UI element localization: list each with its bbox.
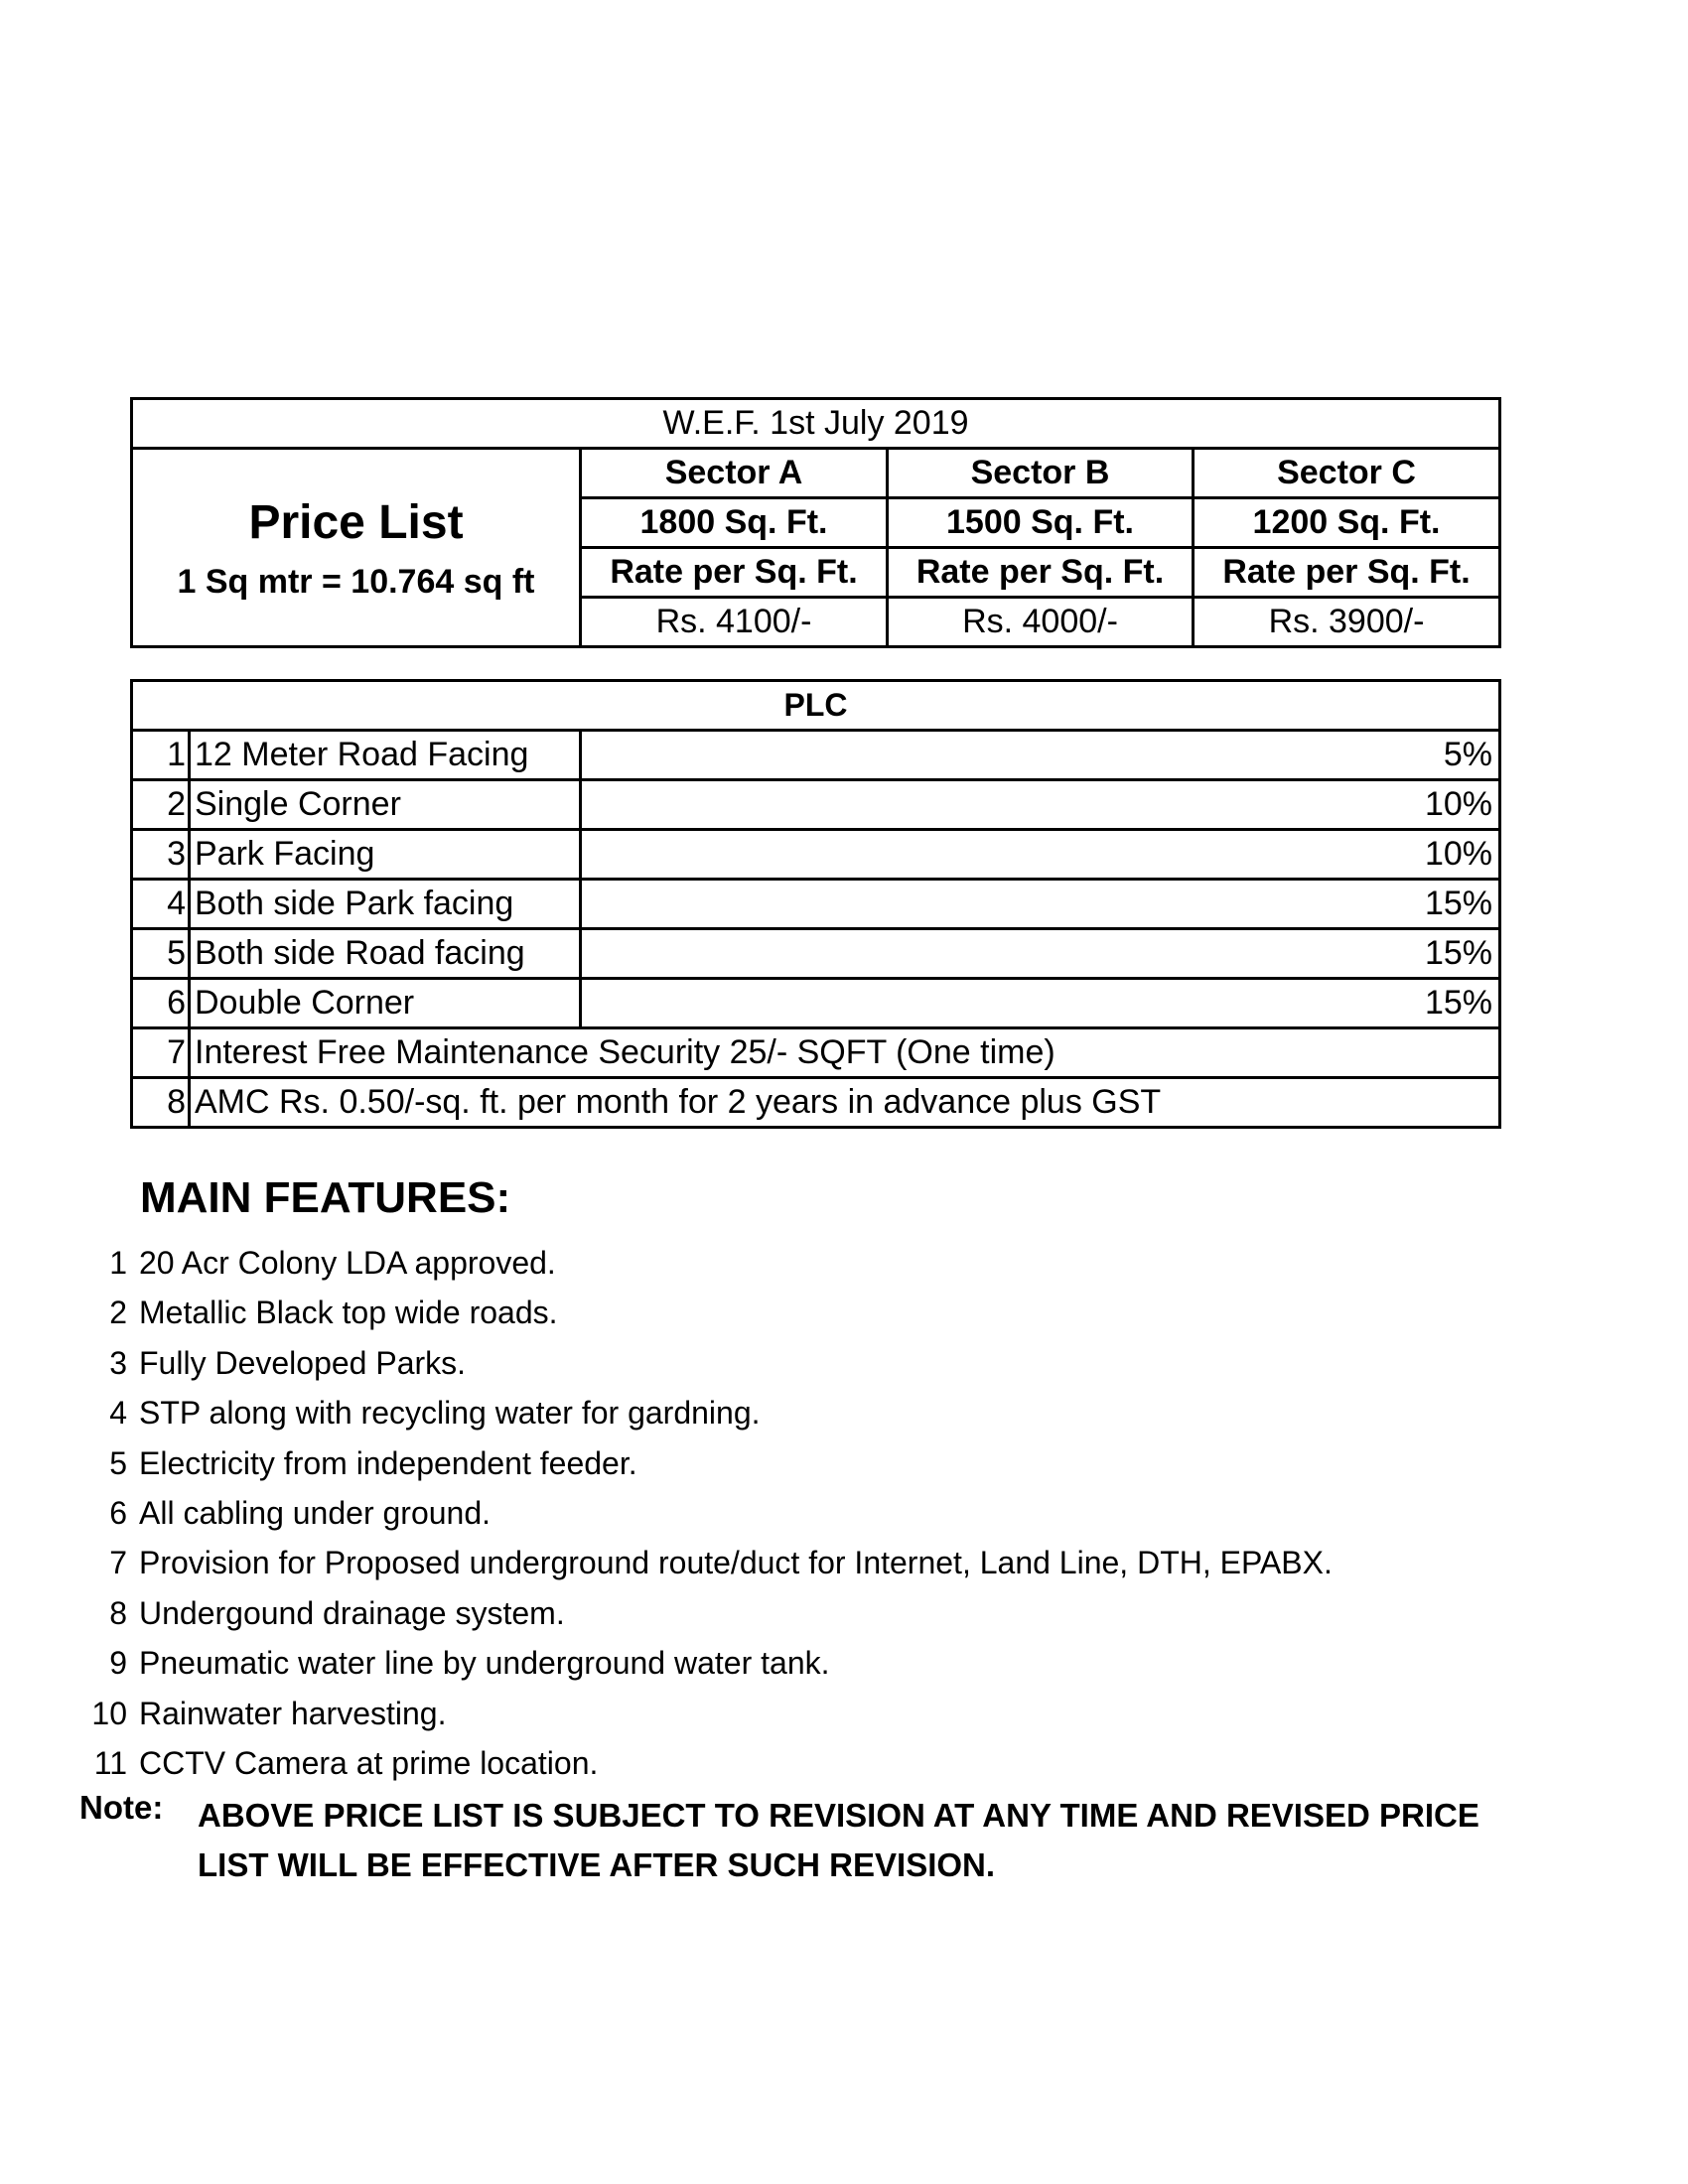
- feature-item: [70, 1488, 1460, 1538]
- plc-row-number: 6: [132, 979, 190, 1028]
- feature-item: [70, 1538, 1460, 1587]
- feature-number: 5: [109, 1444, 127, 1481]
- features-list: [70, 1238, 1460, 1788]
- feature-item: [70, 1738, 1460, 1788]
- feature-text: Rainwater harvesting.: [139, 1695, 447, 1731]
- plc-header: PLC: [132, 681, 1500, 731]
- feature-item: [70, 1689, 1460, 1738]
- feature-number: 8: [109, 1594, 127, 1631]
- plc-row-number: 1: [132, 731, 190, 780]
- feature-text: STP along with recycling water for gardning.: [139, 1395, 761, 1432]
- sector-c-rate-label: Rate per Sq. Ft.: [1194, 548, 1500, 598]
- plc-row-label: Park Facing: [190, 830, 581, 880]
- plc-row: [132, 979, 1500, 1028]
- plc-row-label: Both side Park facing: [190, 880, 581, 929]
- feature-number: 1: [109, 1245, 127, 1281]
- feature-text: Fully Developed Parks.: [139, 1344, 467, 1381]
- plc-row-label: Both side Road facing: [190, 929, 581, 979]
- wef-date: W.E.F. 1st July 2019: [132, 399, 1500, 449]
- plc-row-label: Interest Free Maintenance Security 25/- SQFT (One time): [190, 1028, 1500, 1078]
- plc-row-label: Single Corner: [190, 780, 581, 830]
- sector-name-row: [132, 449, 1500, 498]
- plc-row-number: 5: [132, 929, 190, 979]
- conversion-note: 1 Sq mtr = 10.764 sq ft: [177, 562, 535, 601]
- price-list-title: Price List: [248, 495, 464, 549]
- sector-b-rate: Rs. 4000/-: [888, 598, 1194, 647]
- sector-a-rate-label: Rate per Sq. Ft.: [581, 548, 888, 598]
- feature-text: Electricity from independent feeder.: [139, 1444, 637, 1481]
- feature-text: Undergound drainage system.: [139, 1594, 565, 1631]
- plc-row-number: 3: [132, 830, 190, 880]
- feature-text: 20 Acr Colony LDA approved.: [139, 1245, 556, 1281]
- feature-item: [70, 1638, 1460, 1688]
- feature-item: [70, 1388, 1460, 1437]
- plc-row: [132, 880, 1500, 929]
- sector-a-name: Sector A: [581, 449, 888, 498]
- feature-text: All cabling under ground.: [139, 1494, 492, 1531]
- feature-number: 2: [109, 1295, 127, 1331]
- sector-b-name: Sector B: [888, 449, 1194, 498]
- feature-item: [70, 1588, 1460, 1638]
- feature-item: [70, 1288, 1460, 1337]
- sector-c-rate: Rs. 3900/-: [1194, 598, 1500, 647]
- plc-row-label: AMC Rs. 0.50/-sq. ft. per month for 2 years in advance plus GST: [190, 1078, 1500, 1128]
- feature-number: 3: [109, 1344, 127, 1381]
- feature-number: 4: [109, 1395, 127, 1432]
- plc-row-number: 4: [132, 880, 190, 929]
- feature-text: Metallic Black top wide roads.: [139, 1295, 558, 1331]
- feature-item: [70, 1238, 1460, 1288]
- plc-row: [132, 1028, 1500, 1078]
- sector-a-rate: Rs. 4100/-: [581, 598, 888, 647]
- plc-row-value: 10%: [581, 830, 1500, 880]
- feature-number: 7: [109, 1545, 127, 1581]
- sector-c-name: Sector C: [1194, 449, 1500, 498]
- plc-row-value: 15%: [581, 979, 1500, 1028]
- plc-row: [132, 780, 1500, 830]
- plc-row-value: 5%: [581, 731, 1500, 780]
- price-list-table: [130, 397, 1501, 648]
- feature-item: [70, 1438, 1460, 1488]
- feature-text: CCTV Camera at prime location.: [139, 1744, 599, 1781]
- plc-row: [132, 830, 1500, 880]
- plc-table: [130, 679, 1501, 1129]
- feature-item: [70, 1338, 1460, 1388]
- plc-row-value: 15%: [581, 880, 1500, 929]
- sector-a-size: 1800 Sq. Ft.: [581, 498, 888, 548]
- plc-row-label: 12 Meter Road Facing: [190, 731, 581, 780]
- sector-b-rate-label: Rate per Sq. Ft.: [888, 548, 1194, 598]
- plc-row: [132, 731, 1500, 780]
- feature-text: Provision for Proposed underground route/duct for Internet, Land Line, DTH, EPABX.: [139, 1545, 1333, 1581]
- feature-number: 6: [109, 1494, 127, 1531]
- note-label: Note:: [79, 1789, 164, 1826]
- plc-header-row: [132, 681, 1500, 731]
- feature-text: Pneumatic water line by underground water tank.: [139, 1645, 830, 1682]
- price-list-heading-cell: [132, 449, 581, 647]
- note-text: ABOVE PRICE LIST IS SUBJECT TO REVISION AT ANY TIME AND REVISED PRICE LIST WILL BE EFFECTIVE AFTER SUCH REVISION.: [198, 1797, 1479, 1883]
- feature-number: 11: [93, 1744, 127, 1781]
- plc-row: [132, 929, 1500, 979]
- plc-row-value: 10%: [581, 780, 1500, 830]
- plc-row-value: 15%: [581, 929, 1500, 979]
- plc-row-number: 8: [132, 1078, 190, 1128]
- sector-b-size: 1500 Sq. Ft.: [888, 498, 1194, 548]
- sector-c-size: 1200 Sq. Ft.: [1194, 498, 1500, 548]
- feature-number: 9: [109, 1645, 127, 1682]
- plc-row: [132, 1078, 1500, 1128]
- feature-number: 10: [91, 1695, 127, 1731]
- plc-row-number: 2: [132, 780, 190, 830]
- features-title: MAIN FEATURES:: [140, 1173, 511, 1222]
- plc-row-number: 7: [132, 1028, 190, 1078]
- plc-row-label: Double Corner: [190, 979, 581, 1028]
- wef-row: [132, 399, 1500, 449]
